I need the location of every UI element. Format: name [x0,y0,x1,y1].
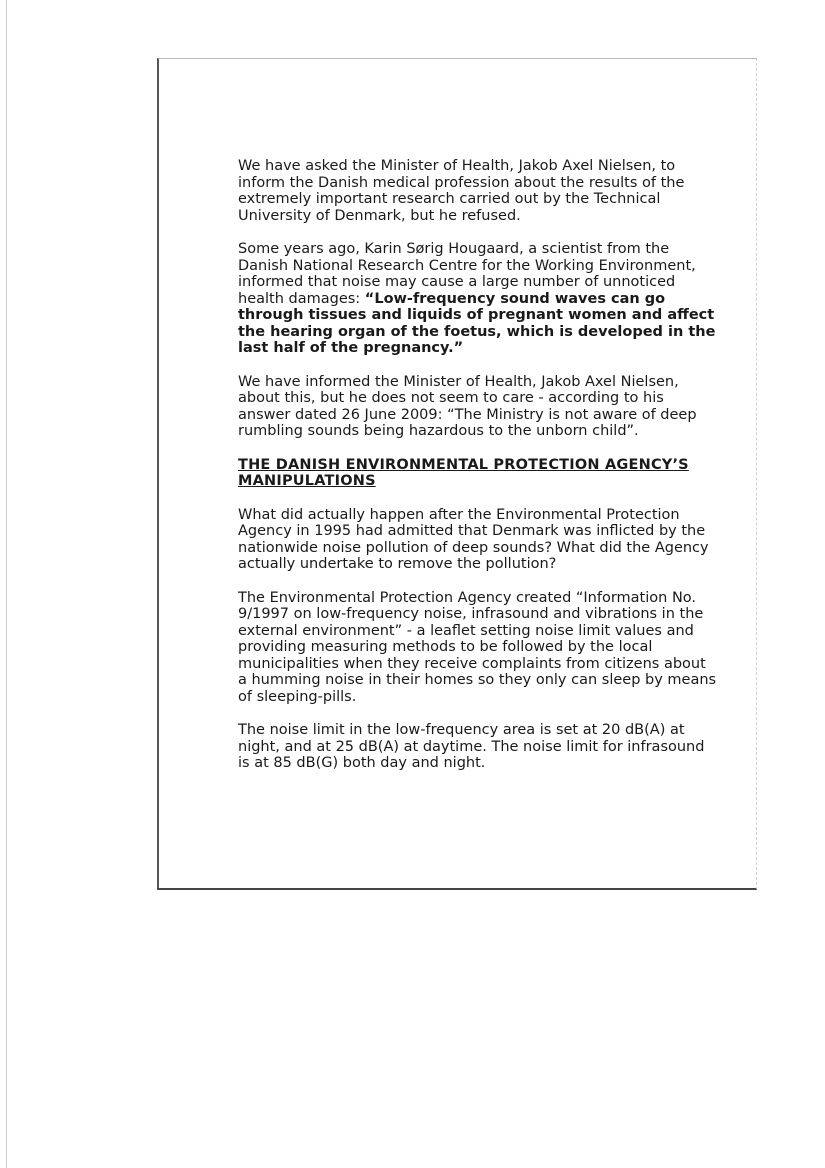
section-heading: THE DANISH ENVIRONMENTAL PROTECTION AGENCY’S MANIPULATIONS [238,456,689,489]
scan-edge-line [6,0,7,1168]
paragraph-text: We have asked the Minister of Health, Jakob Axel Nielsen, to inform the Danish medical profession about the results of the extremely important research carried out by the Technical University of Denmark, but he refused. [238,158,685,224]
paragraph-minister-answer [238,374,718,440]
paragraph-agency-question [238,507,718,573]
paragraph-information-leaflet [238,590,718,706]
document-body [238,158,718,789]
paragraph-noise-limits [238,722,718,772]
paragraph-text: Some years ago, Karin Sørig Hougaard, a scientist from the Danish National Research Centre for the Working Environment, informed that noise may cause a large number of unnoticed health damages: [238,241,696,307]
paragraph-hougaard [238,241,718,357]
paragraph-minister-refusal [238,158,718,224]
paragraph-quote-bold: “Low-frequency sound waves can go through tissues and liquids of pregnant women and affect the hearing organ of the foetus, which is developed in the last half of the pregnancy.” [238,290,716,356]
paragraph-text: What did actually happen after the Environmental Protection Agency in 1995 had admitted that Denmark was inflicted by the nationwide noise pollution of deep sounds? What did the Agency actually undertake to remove the pollution? [238,506,709,572]
paragraph-text: We have informed the Minister of Health, Jakob Axel Nielsen, about this, but he does not seem to care - according to his answer dated 26 June 2009: “The Ministry is not aware of deep rumbling sounds being hazardous to the unborn child”. [238,373,697,439]
paragraph-text: The noise limit in the low-frequency area is set at 20 dB(A) at night, and at 25 dB(A) at daytime. The noise limit for infrasound is at 85 dB(G) both day and night. [238,722,705,771]
paragraph-text: The Environmental Protection Agency created “Information No. 9/1997 on low-frequency noise, infrasound and vibrations in the external environment” - a leaflet setting noise limit values and providing measuring methods to be followed by the local municipalities when they receive complaints from citizens about a humming noise in their homes so they only can sleep by means of sleeping-pills. [238,589,717,705]
